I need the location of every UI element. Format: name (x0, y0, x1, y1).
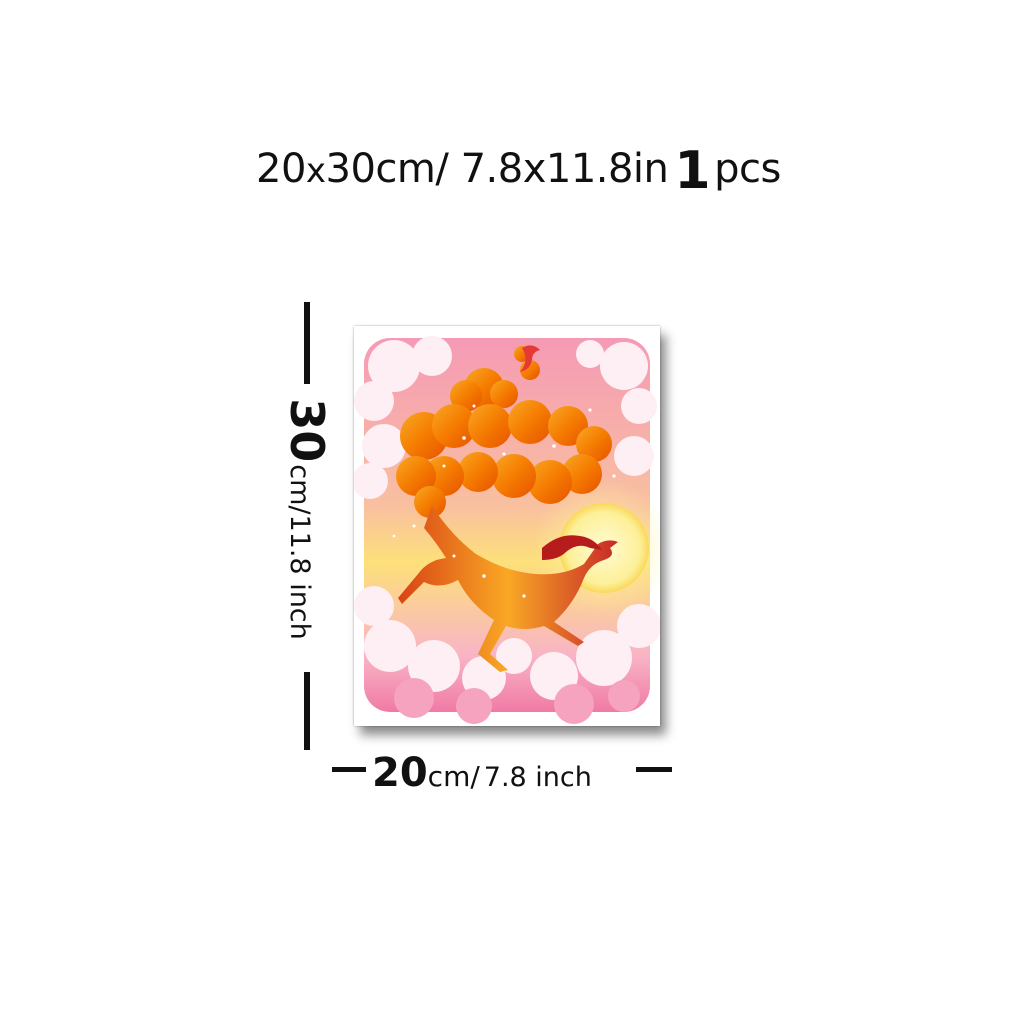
height-unit: cm/11.8 inch (284, 464, 315, 640)
times-sign: x (305, 151, 326, 191)
width-unit: cm/ (427, 760, 480, 793)
quantity-unit: pcs (714, 146, 781, 192)
size-header (256, 138, 781, 201)
width-dimension-line-right (636, 767, 672, 772)
height-dimension-line-bottom (304, 672, 310, 750)
height-dimension-label (280, 398, 334, 640)
width-number: 20 (256, 146, 306, 192)
product-print (354, 326, 660, 726)
height-dimension-line-top (304, 302, 310, 384)
size-text: 30cm/ 7.8x11.8in (325, 146, 669, 192)
width-dimension-label (372, 750, 592, 796)
width-value: 20 (372, 750, 428, 796)
width-dimension-line-left (332, 767, 366, 772)
height-value: 30 (280, 398, 334, 463)
fire-fox-illustration (354, 326, 660, 726)
quantity-number: 1 (674, 141, 711, 201)
width-inch: 7.8 inch (483, 762, 592, 793)
